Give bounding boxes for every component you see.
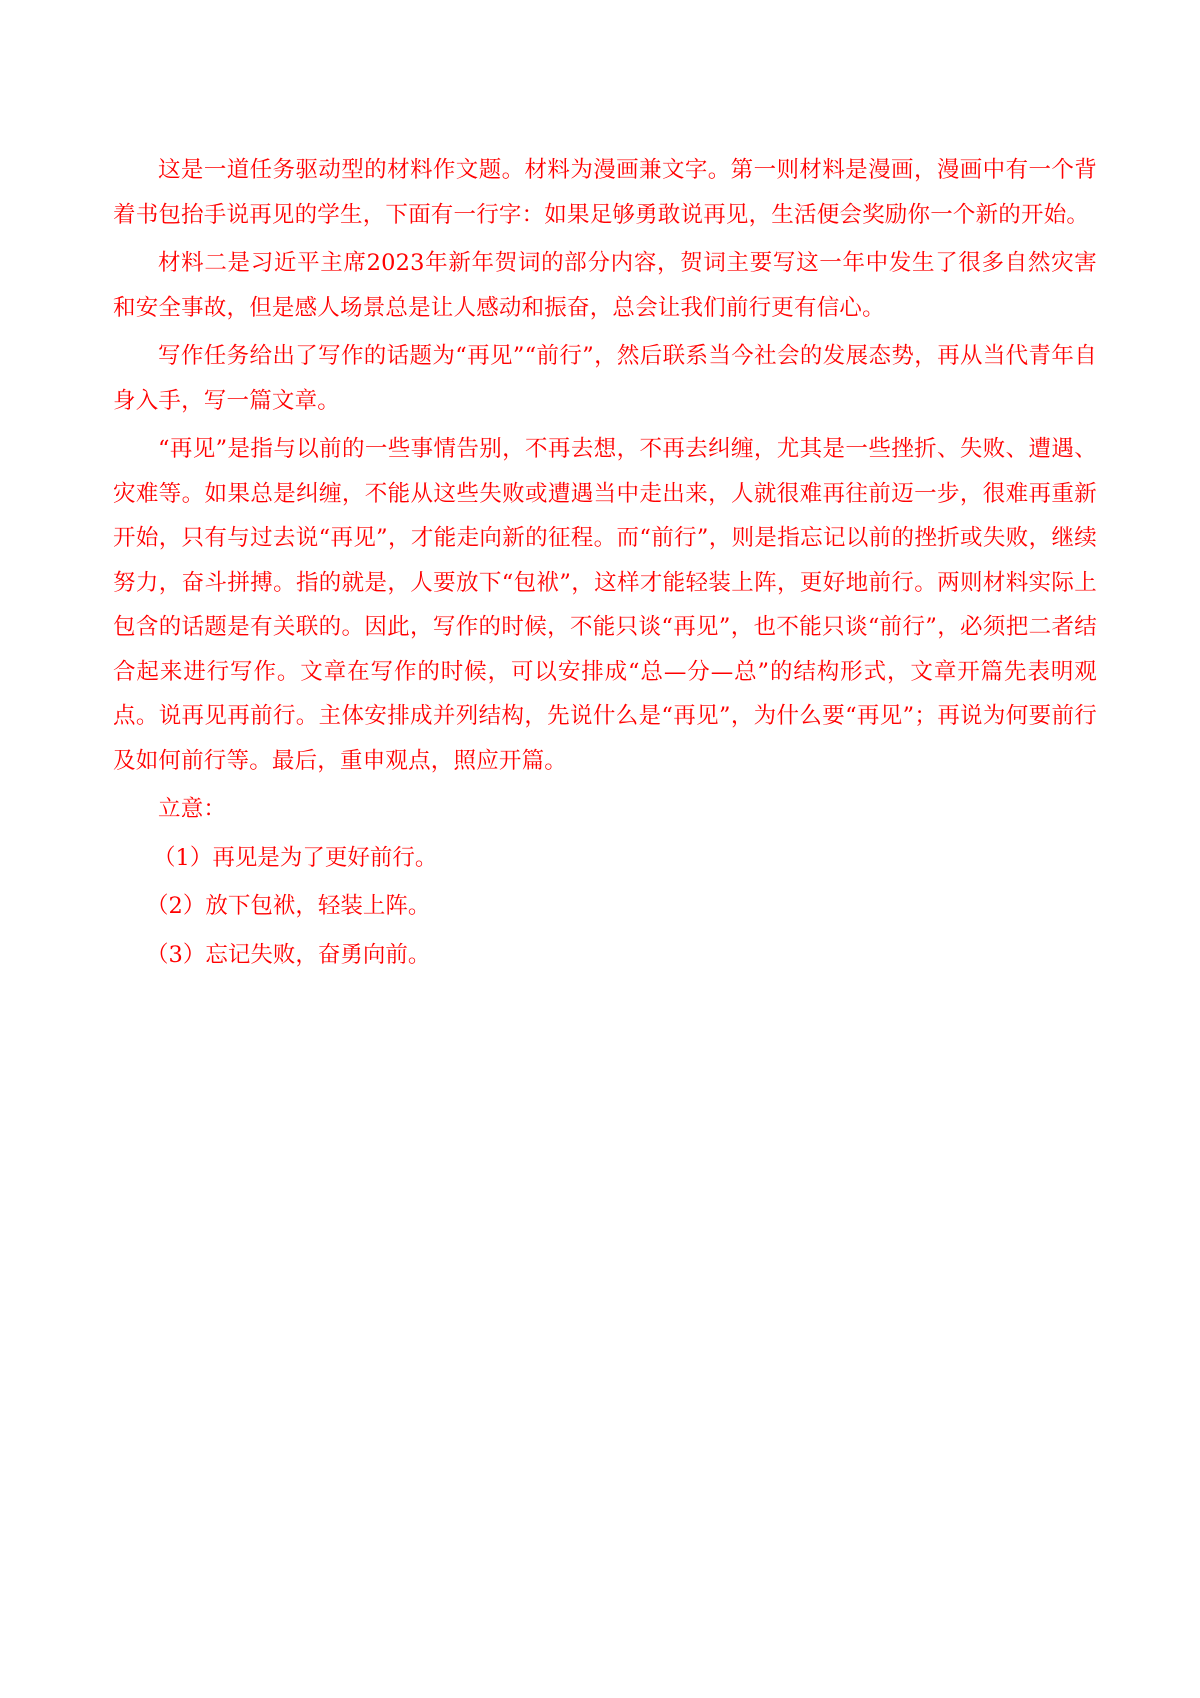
paragraph-material-two: 材料二是习近平主席2023年新年贺词的部分内容，贺词主要写这一年中发生了很多自然灾害和安全事故，但是感人场景总是让人感动和振奋，总会让我们前行更有信心。 bbox=[113, 250, 1097, 321]
idea-item-1: （1）再见是为了更好前行。 bbox=[153, 844, 438, 871]
idea-item-2: （2）放下包袱，轻装上阵。 bbox=[146, 893, 431, 919]
paragraph-task-analysis: 这是一道任务驱动型的材料作文题。材料为漫画兼文字。第一则材料是漫画，漫画中有一个背着书包抬手说再见的学生，下面有一行字：如果足够勇敢说再见，生活便会奖励你一个新的开始。 bbox=[113, 157, 1097, 228]
idea-item-3: （3）忘记失败，奋勇向前。 bbox=[146, 941, 431, 968]
paragraph-writing-task: 写作任务给出了写作的话题为“再见”“前行”，然后联系当今社会的发展态势，再从当代青年自身入手，写一篇文章。 bbox=[113, 343, 1097, 414]
document-body bbox=[113, 148, 1097, 981]
paragraph-intent-heading: 立意： bbox=[158, 796, 227, 822]
paragraph-topic-explanation: “再见”是指与以前的一些事情告别，不再去想，不再去纠缠，尤其是一些挫折、失败、遭遇、灾难等。如果总是纠缠，不能从这些失败或遭遇当中走出来，人就很难再往前迈一步，很难再重新开始，只有与过去说“再见”，才能走向新的征程。而“前行”，则是指忘记以前的挫折或失败，继续努力，奋斗拼搏。指的就是，人要放下“包袱”，这样才能轻装上阵，更好地前行。两则材料实际上包含的话题是有关联的。因此，写作的时候，不能只谈“再见”，也不能只谈“前行”，必须把二者结合起来进行写作。文章在写作的时候，可以安排成“总—分—总”的结构形式，文章开篇先表明观点。说再见再前行。主体安排成并列结构，先说什么是“再见”，为什么要“再见”；再说为何要前行及如何前行等。最后，重申观点，照应开篇。 bbox=[113, 436, 1097, 774]
